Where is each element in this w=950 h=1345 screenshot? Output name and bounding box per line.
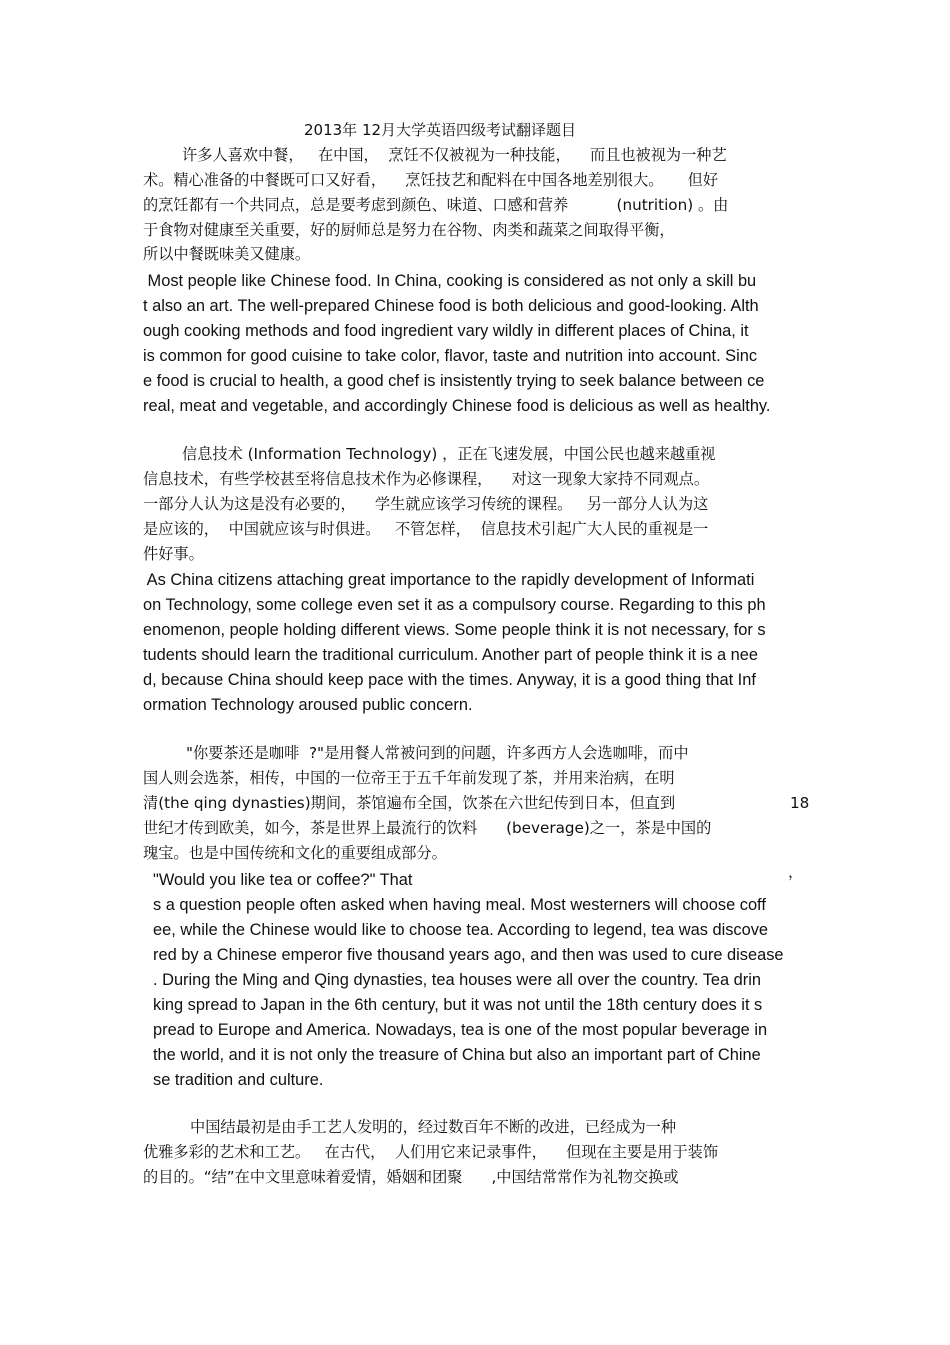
- text-line: pread to Europe and America. Nowadays, tea is one of the most popular beverage in: [153, 1021, 768, 1039]
- text-line: ee, while the Chinese would like to choose tea. According to legend, tea was discove: [153, 921, 769, 939]
- text-line: e food is crucial to health, a good chef is insistently trying to seek balance between ce: [143, 372, 765, 390]
- text-line: 中国结最初是由手工艺人发明的，经过数百年不断的改进，已经成为一种: [190, 1118, 676, 1136]
- text-line: s a question people often asked when having meal. Most westerners will choose coff: [153, 896, 766, 914]
- text-line: 优雅多彩的艺术和工艺。 在古代， 人们用它来记录事件， 但现在主要是用于装饰: [143, 1143, 719, 1161]
- text-line: 信息技术，有些学校甚至将信息技术作为必修课程， 对这一现象大家持不同观点。: [143, 470, 710, 488]
- text-line: t also an art. The well-prepared Chinese food is both delicious and good-looking. Alth: [143, 297, 759, 315]
- text-line: 国人则会选茶，相传，中国的一位帝王于五千年前发现了茶，并用来治病，在明: [143, 769, 675, 787]
- text-line: 件好事。: [143, 545, 204, 563]
- text-line: 许多人喜欢中餐， 在中国， 烹饪不仅被视为一种技能， 而且也被视为一种艺: [182, 146, 727, 164]
- text-line: 的目的。“结”在中文里意味着爱情，婚姻和团聚 ,中国结常常作为礼物交换或: [143, 1168, 679, 1186]
- stray-mark: ，: [788, 863, 804, 881]
- text-fragment: 18: [790, 794, 810, 812]
- text-line: ormation Technology aroused public concern.: [143, 696, 473, 714]
- text-line: real, meat and vegetable, and accordingly Chinese food is delicious as well as healthy.: [143, 397, 771, 415]
- text-line: 是应该的， 中国就应该与时俱进。 不管怎样， 信息技术引起广大人民的重视是一: [143, 520, 709, 538]
- text-line: se tradition and culture.: [153, 1071, 324, 1089]
- text-line: "你要茶还是咖啡 ?"是用餐人常被问到的问题，许多西方人会选咖啡，而中: [186, 744, 689, 762]
- text-line: 于食物对健康至关重要，好的厨师总是努力在谷物、肉类和蔬菜之间取得平衡，: [143, 221, 675, 239]
- text-line: ough cooking methods and food ingredient vary wildly in different places of China, it: [143, 322, 749, 340]
- text-line: . During the Ming and Qing dynasties, tea houses were all over the country. Tea drin: [153, 971, 762, 989]
- text-line: 瑰宝。也是中国传统和文化的重要组成部分。: [143, 844, 447, 862]
- text-line: 术。精心准备的中餐既可口又好看， 烹饪技艺和配料在中国各地差别很大。 但好: [143, 171, 719, 189]
- document-title: 2013年 12月大学英语四级考试翻译题目: [304, 121, 577, 139]
- text-line: 清(the qing dynasties)期间，茶馆遍布全国，饮茶在六世纪传到日本，但直到: [143, 794, 676, 812]
- text-line: 世纪才传到欧美，如今，茶是世界上最流行的饮料 (beverage)之一，茶是中国的: [143, 819, 712, 837]
- text-line: Most people like Chinese food. In China, cooking is considered as not only a skill bu: [143, 272, 757, 290]
- text-line: 的烹饪都有一个共同点，总是要考虑到颜色、味道、口感和营养 (nutrition) 。由: [143, 196, 729, 214]
- text-line: on Technology, some college even set it as a compulsory course. Regarding to this ph: [143, 596, 766, 614]
- text-line: red by a Chinese emperor five thousand years ago, and then was used to cure disease: [153, 946, 784, 964]
- text-line: is common for good cuisine to take color, flavor, taste and nutrition into account. Sinc: [143, 347, 758, 365]
- text-line: 所以中餐既味美又健康。: [143, 245, 311, 263]
- text-line: tudents should learn the traditional curriculum. Another part of people think it is a nee: [143, 646, 759, 664]
- text-line: d, because China should keep pace with the times. Anyway, it is a good thing that Inf: [143, 671, 756, 689]
- text-line: the world, and it is not only the treasure of China but also an important part of Chine: [153, 1046, 761, 1064]
- text-line: "Would you like tea or coffee?" That: [153, 871, 413, 889]
- text-line: 一部分人认为这是没有必要的， 学生就应该学习传统的课程。 另一部分人认为这: [143, 495, 709, 513]
- text-line: 信息技术 (Information Technology) ，正在飞速发展，中国公民也越来越重视: [182, 445, 716, 463]
- text-line: As China citizens attaching great importance to the rapidly development of Informati: [143, 571, 755, 589]
- text-line: king spread to Japan in the 6th century, but it was not until the 18th century does it s: [153, 996, 763, 1014]
- text-line: enomenon, people holding different views. Some people think it is not necessary, for s: [143, 621, 766, 639]
